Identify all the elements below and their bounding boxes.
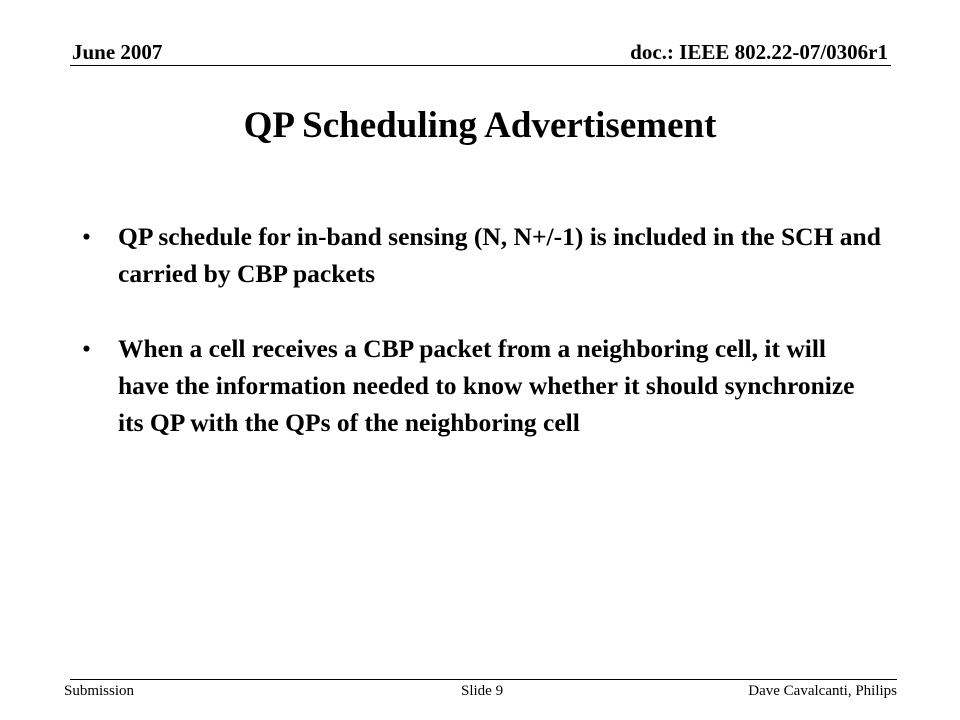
header-divider [70, 65, 891, 66]
bullet-list [82, 218, 882, 479]
footer-slide-number: Slide 9 [461, 683, 504, 699]
bullet-text: QP schedule for in-band sensing (N, N+/-1) is included in the SCH and carried by CBP packets [118, 222, 881, 288]
bullet-text: When a cell receives a CBP packet from a neighboring cell, it will have the information needed to know whether it should synchronize its QP with the QPs of the neighboring cell [118, 334, 855, 437]
header-date: June 2007 [72, 40, 163, 64]
bullet-marker-icon: • [82, 334, 91, 363]
bullet-marker-icon: • [82, 222, 91, 251]
bullet-item [82, 218, 882, 292]
footer-submission: Submission [64, 683, 135, 699]
footer-author: Dave Cavalcanti, Philips [748, 683, 897, 699]
bullet-item [82, 330, 882, 441]
header-doc-id: doc.: IEEE 802.22-07/0306r1 [630, 40, 888, 64]
footer-divider [70, 679, 897, 680]
slide-title: QP Scheduling Advertisement [243, 105, 717, 146]
